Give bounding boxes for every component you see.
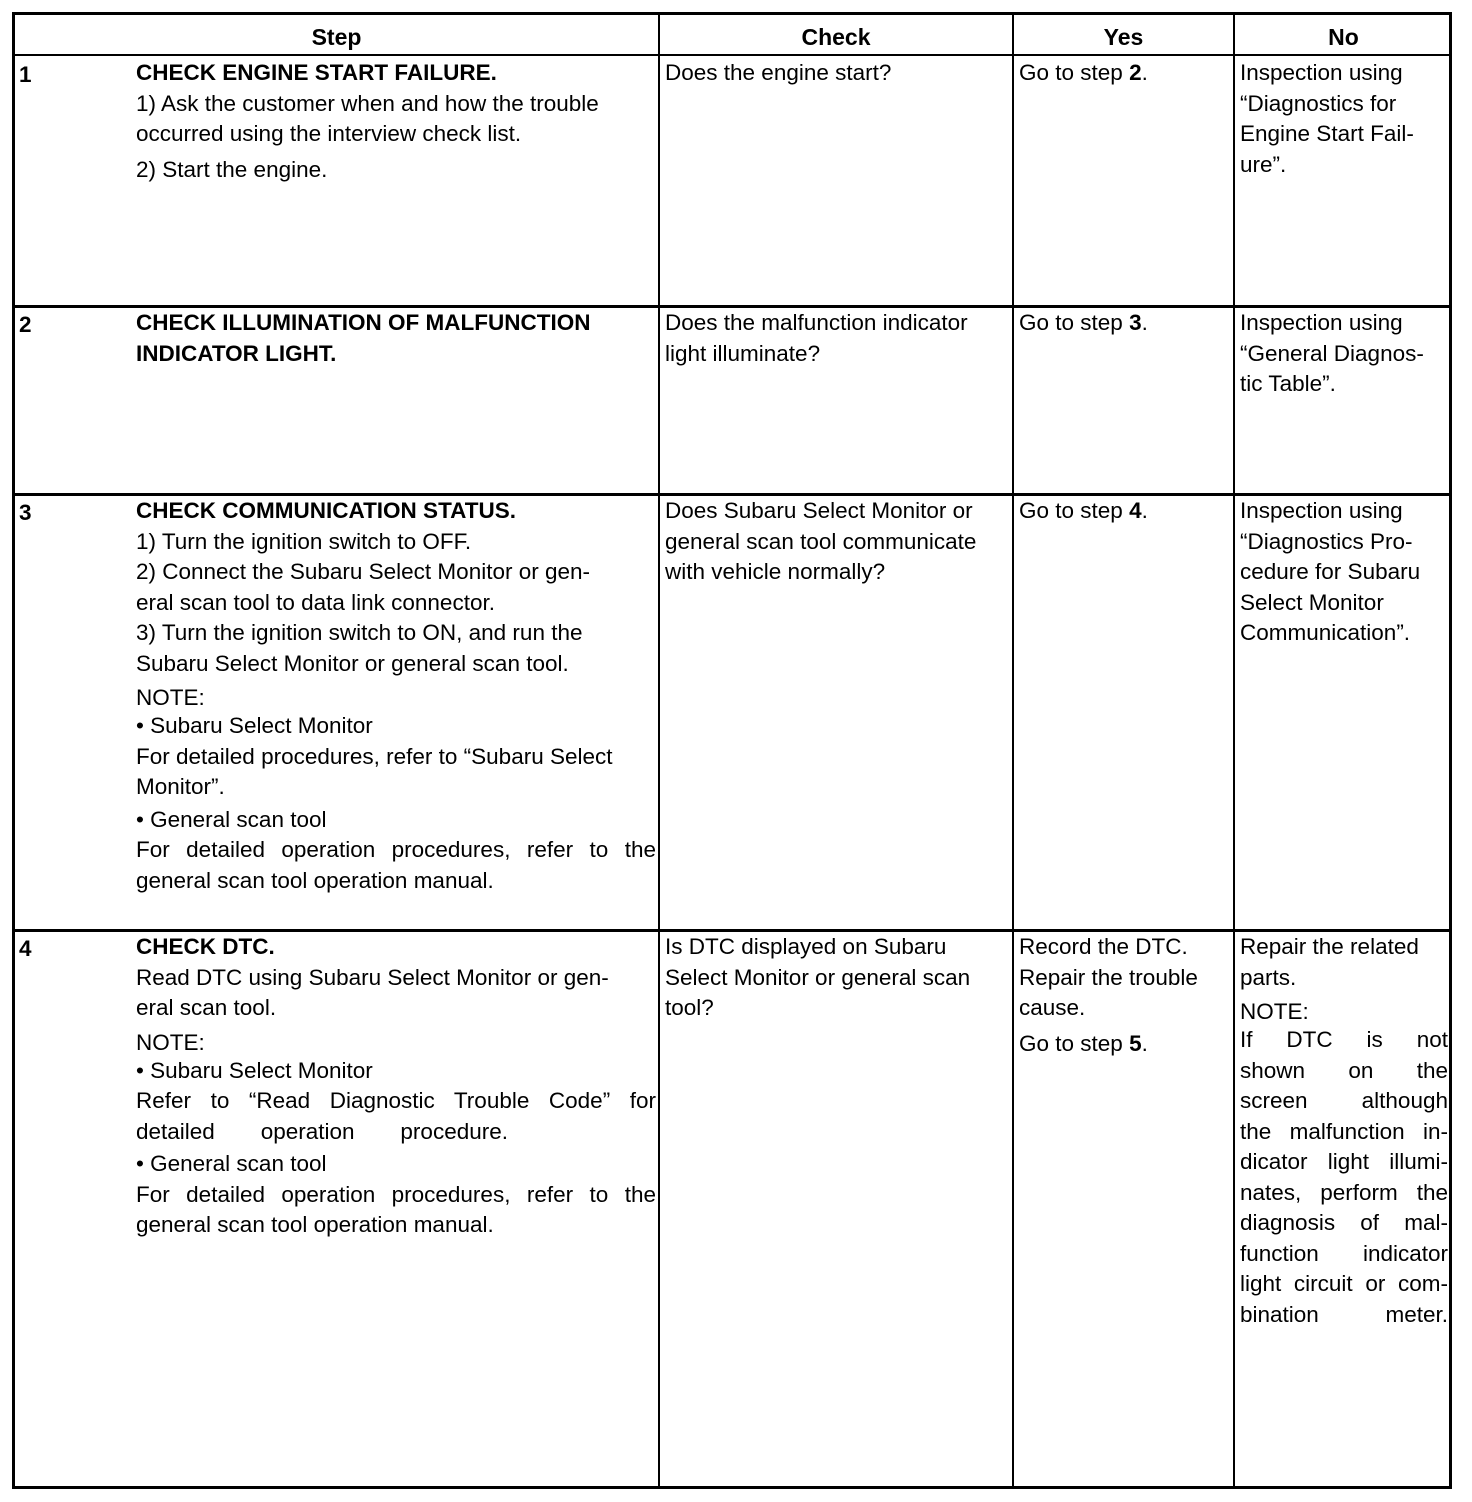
step-line: For detailed operation procedures, refer to the — [136, 837, 656, 862]
yes-step-number: 2 — [1129, 60, 1142, 85]
step-line: general scan tool operation manual. — [136, 867, 494, 893]
yes-content — [1019, 308, 1229, 339]
yes-step-number: 4 — [1129, 498, 1142, 523]
check-line: with vehicle normally? — [665, 559, 886, 584]
step-line: eral scan tool to data link connector. — [136, 589, 495, 615]
yes-content — [1019, 496, 1229, 527]
bullet-item: • Subaru Select Monitor — [136, 1057, 373, 1083]
no-line: Repair the related — [1240, 934, 1419, 959]
step-number: 4 — [19, 936, 32, 961]
yes-step-number: 3 — [1129, 310, 1142, 335]
step-line: 2) Start the engine. — [136, 156, 328, 182]
step-title: CHECK COMMUNICATION STATUS. — [136, 498, 516, 523]
yes-text: Go to step — [1019, 60, 1130, 85]
step-content — [136, 496, 656, 896]
step-line: For detailed procedures, refer to “Subaru Select — [136, 743, 613, 769]
no-content — [1240, 932, 1448, 1330]
step-title: CHECK ILLUMINATION OF MALFUNCTION — [136, 310, 591, 335]
no-line: Inspection using — [1240, 498, 1403, 523]
yes-text: Go to step — [1019, 498, 1130, 523]
no-line: ure”. — [1240, 151, 1287, 177]
check-content — [665, 58, 1007, 89]
yes-text: Go to step — [1019, 310, 1130, 335]
yes-step-number: 5 — [1129, 1030, 1142, 1056]
header-no: No — [1328, 24, 1359, 50]
step-line: detailed operation procedure. — [136, 1118, 508, 1144]
no-line: bination meter. — [1240, 1301, 1448, 1327]
step-number: 2 — [19, 312, 32, 337]
column-divider — [1233, 15, 1235, 1486]
yes-text: . — [1141, 498, 1148, 523]
step-line: Refer to “Read Diagnostic Trouble Code” for — [136, 1088, 656, 1113]
header-step: Step — [311, 24, 362, 50]
no-line: “Diagnostics for — [1240, 90, 1397, 116]
note-label: NOTE: — [1240, 999, 1309, 1024]
step-content — [136, 58, 656, 185]
note-label: NOTE: — [136, 685, 205, 710]
check-line: Is DTC displayed on Subaru — [665, 934, 947, 959]
header-check: Check — [801, 24, 871, 50]
yes-line: Record the DTC. — [1019, 934, 1188, 959]
step-line: Monitor”. — [136, 774, 225, 799]
step-line: Subaru Select Monitor or general scan tool. — [136, 650, 569, 676]
step-line: 3) Turn the ignition switch to ON, and run the — [136, 620, 583, 645]
header-divider — [15, 54, 1449, 56]
check-line: light illuminate? — [665, 340, 821, 366]
no-line: Inspection using — [1240, 310, 1403, 335]
no-line: tic Table”. — [1240, 371, 1336, 396]
note-label: NOTE: — [136, 1029, 205, 1055]
no-line: “General Diagnos- — [1240, 340, 1424, 366]
check-content — [665, 496, 1007, 588]
check-line: tool? — [665, 995, 714, 1020]
step-line: Read DTC using Subaru Select Monitor or gen- — [136, 964, 609, 990]
no-line: diagnosis of mal- — [1240, 1210, 1448, 1235]
step-line: general scan tool operation manual. — [136, 1212, 494, 1237]
step-title: CHECK DTC. — [136, 934, 275, 959]
step-line: occurred using the interview check list. — [136, 121, 522, 146]
yes-line: cause. — [1019, 995, 1086, 1020]
no-content — [1240, 58, 1450, 180]
step-line: 1) Turn the ignition switch to OFF. — [136, 528, 472, 554]
step-title: CHECK ENGINE START FAILURE. — [136, 60, 497, 85]
step-line: For detailed operation procedures, refer to the — [136, 1181, 656, 1207]
no-line: Engine Start Fail- — [1240, 121, 1414, 146]
step-title: INDICATOR LIGHT. — [136, 340, 337, 366]
no-line: dicator light illumi- — [1240, 1149, 1448, 1174]
no-line: screen although — [1240, 1088, 1448, 1113]
no-line: Select Monitor — [1240, 589, 1384, 615]
bullet-item: • Subaru Select Monitor — [136, 713, 373, 738]
step-line: 2) Connect the Subaru Select Monitor or gen- — [136, 559, 590, 584]
no-content — [1240, 308, 1450, 400]
no-line: If DTC is not — [1240, 1027, 1448, 1052]
step-line: 1) Ask the customer when and how the trouble — [136, 90, 599, 116]
yes-text: . — [1141, 1030, 1148, 1056]
column-divider — [1012, 15, 1014, 1486]
header-yes: Yes — [1103, 24, 1144, 50]
no-line: Inspection using — [1240, 60, 1403, 85]
no-line: “Diagnostics Pro- — [1240, 528, 1413, 554]
step-content — [136, 932, 656, 1241]
column-divider — [658, 15, 660, 1486]
yes-text: . — [1141, 310, 1148, 335]
check-content — [665, 308, 1007, 369]
step-content — [136, 308, 656, 369]
bullet-item: • General scan tool — [136, 806, 327, 832]
check-content — [665, 932, 1007, 1024]
no-line: parts. — [1240, 964, 1297, 990]
no-line: cedure for Subaru — [1240, 559, 1421, 584]
step-number: 1 — [19, 62, 32, 87]
no-line: Communication”. — [1240, 620, 1411, 645]
check-line: Does the malfunction indicator — [665, 310, 968, 335]
step-number: 3 — [19, 500, 32, 525]
yes-text: . — [1141, 60, 1148, 85]
no-line: the malfunction in- — [1240, 1118, 1448, 1144]
no-line: function indicator — [1240, 1240, 1448, 1266]
no-content — [1240, 496, 1450, 649]
check-line: general scan tool communicate — [665, 528, 977, 554]
bullet-item: • General scan tool — [136, 1151, 327, 1176]
diagnostic-table — [12, 12, 1452, 1489]
yes-line: Repair the trouble — [1019, 964, 1198, 990]
no-line: light circuit or com- — [1240, 1271, 1448, 1296]
check-line: Select Monitor or general scan — [665, 964, 971, 990]
no-line: nates, perform the — [1240, 1179, 1448, 1205]
yes-text: Go to step — [1019, 1030, 1130, 1056]
check-line: Does Subaru Select Monitor or — [665, 498, 973, 523]
no-line: shown on the — [1240, 1057, 1448, 1083]
check-line: Does the engine start? — [665, 60, 892, 85]
yes-content — [1019, 58, 1229, 89]
step-line: eral scan tool. — [136, 995, 277, 1020]
yes-content — [1019, 932, 1229, 1059]
